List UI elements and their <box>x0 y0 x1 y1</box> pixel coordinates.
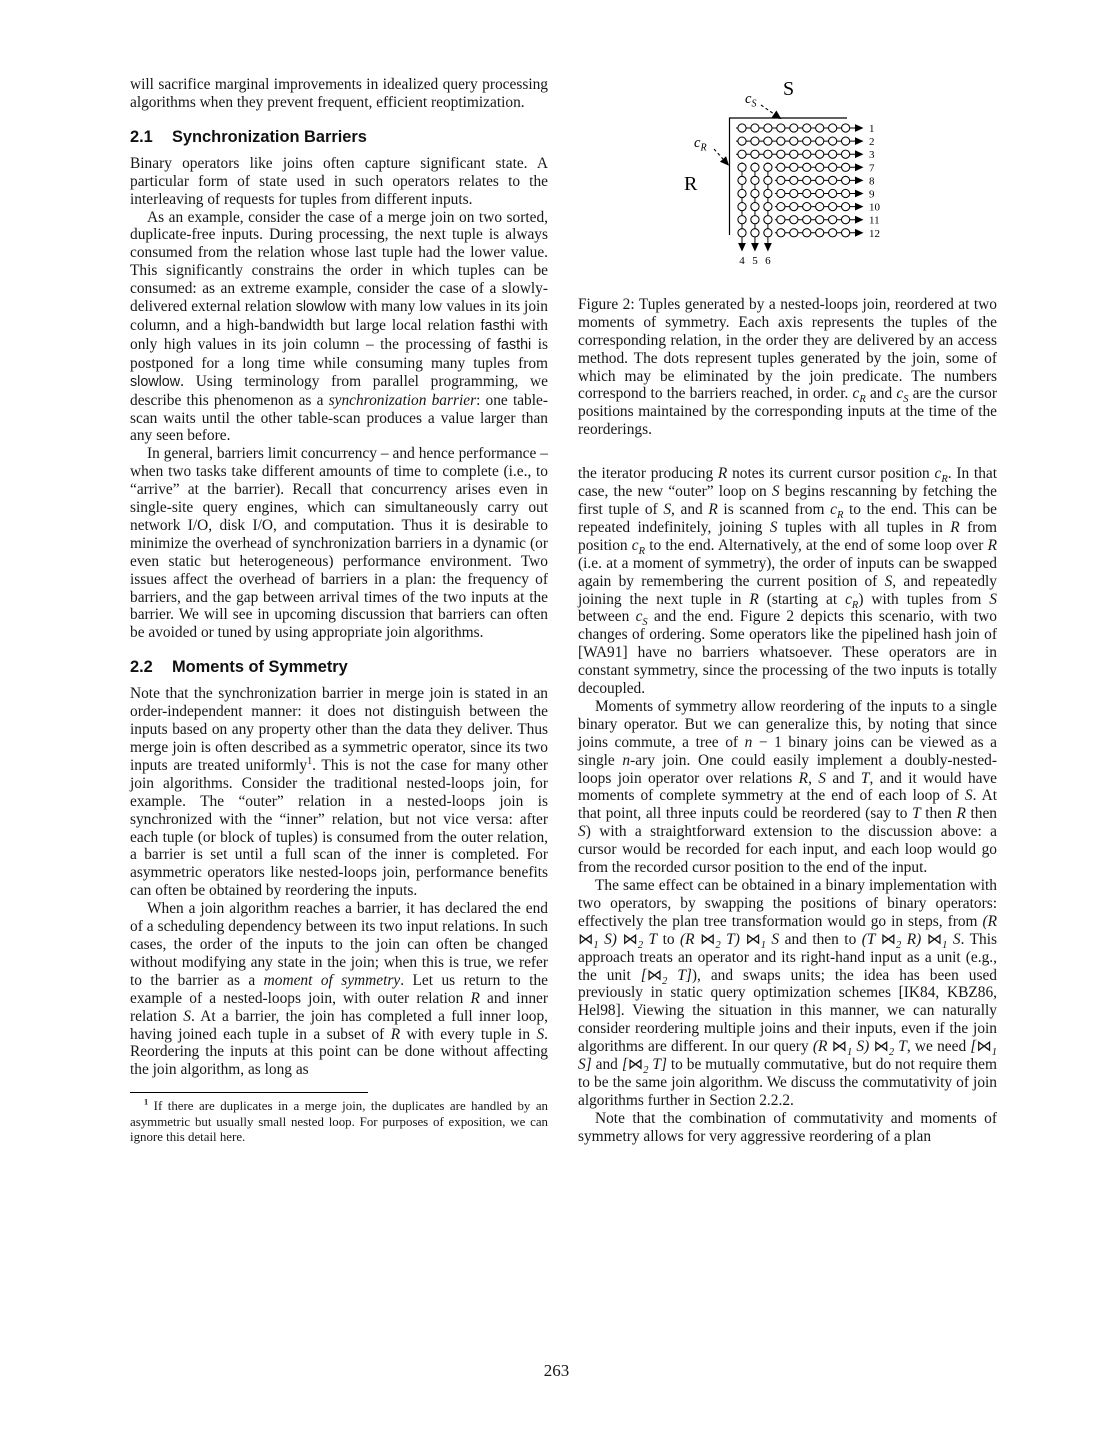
tuple-dot <box>803 229 811 237</box>
tuple-dot <box>816 137 824 145</box>
tuple-dot <box>842 176 850 184</box>
tuple-dot <box>738 189 746 197</box>
tuple-dot <box>829 216 837 224</box>
paragraph: Note that the combination of commutativity and moments of symmetry allows for very aggressive reordering of a plan <box>578 1109 997 1145</box>
page-number: 263 <box>543 1361 570 1380</box>
tuple-dot <box>764 176 772 184</box>
barrier-number: 12 <box>869 227 880 240</box>
tuple-dot <box>764 137 772 145</box>
tuple-dot <box>842 229 850 237</box>
tuple-dot <box>829 229 837 237</box>
paragraph: the iterator producing R notes its current cursor position $c_R$. In that case, the new “outer” loop on S begins rescanning by fetching the first tuple of S, and R is scanned from $c_R$ to the end. This can be repeated indefinitely, joining S tuples with all tuples in R from position $c_R$ to the end. Alternatively, at the end of some loop over R (i.e. at a moment of symmetry), the order of inputs can be swapped again by remembering the current position of S, and repeatedly joining the next tuple in R (starting at $c_R$) with tuples from S between $c_S$ and the end. Figure 2 depicts this scenario, with two changes of ordering. Some operators like the pipelined hash join of [WA91] have no barriers whatsoever. These operators are in constant symmetry, since the processing of the two inputs is totally decoupled. <box>578 465 997 698</box>
section-number: 2.2 <box>130 658 153 677</box>
tuple-dot <box>816 150 824 158</box>
paragraph: The same effect can be obtained in a binary implementation with two operators, by swapping the positions of binary operators: effectively the plan tree transformation would go in steps, from (R $⋈_1$ S) $⋈_2$ T to (R $⋈_2$ T) $⋈_1$ S and then to (T $⋈_2$ R) $⋈_1$ S. This approach treats an operator and its right-hand input as a unit (e.g., the unit [$⋈_2$ T]), and swaps units; the idea has been used previously in static query optimization schemes [IK84, KBZ86, Hel98]. Viewing the situation in this manner, we can naturally consider reordering multiple joins and their inputs, even if the join algorithms are different. In our query (R $⋈_1$ S) $⋈_2$ T, we need [$⋈_1$ S] and [$⋈_2$ T] to be mutually commutative, but do not require them to be the same join algorithm. We discuss the commutativity of join algorithms further in Section 2.2.2. <box>578 877 998 1109</box>
tuple-dot <box>777 163 785 171</box>
footnote <box>130 1092 548 1146</box>
right-arrowhead <box>855 163 864 171</box>
footnote-text: $^1$ If there are duplicates in a merge join, the duplicates are handled by an asymmetric but usually small nested loop. For purposes of exposition, we can ignore this detail here. <box>130 1097 548 1145</box>
tuple-dot <box>803 150 811 158</box>
barrier-number: 6 <box>765 255 771 267</box>
tuple-dot <box>738 137 746 145</box>
paragraph: As an example, consider the case of a merge join on two sorted, duplicate-free inputs. During processing, the next tuple is always consumed from the relation whose last tuple had the lower value. This significantly constrains the order in which tuples can be consumed: as an extreme example, consider the case of a slowly-delivered external relation slowlow with many low values in its join column, and a high-bandwidth but large local relation fasthi with only high values in its join column – the processing of fasthi is postponed for a long time while consuming many tuples from slowlow. Using terminology from parallel programming, we describe this phenomenon as a synchronization barrier: one table-scan waits until the other table-scan produces a value larger than any seen before. <box>130 208 548 445</box>
tuple-dot <box>816 176 824 184</box>
intro-paragraph: will sacrifice marginal improvements in idealized query processing algorithms when they prevent frequent, efficient reoptimization. <box>130 76 548 111</box>
tuple-dot <box>790 229 798 237</box>
barrier-number: 10 <box>869 201 880 214</box>
tuple-dot <box>738 203 746 211</box>
tuple-dot <box>764 229 772 237</box>
axis-r-label: R <box>684 173 698 195</box>
tuple-dot <box>803 189 811 197</box>
footnote-rule <box>130 1092 368 1093</box>
tuple-dot <box>751 124 759 132</box>
tuple-dot <box>816 203 824 211</box>
tuple-dot <box>803 176 811 184</box>
tuple-dot <box>829 163 837 171</box>
tuple-dot <box>777 176 785 184</box>
tuple-dot <box>790 189 798 197</box>
tuple-dot <box>738 229 746 237</box>
section-2-2-heading <box>130 658 548 676</box>
tuple-dot <box>816 229 824 237</box>
right-arrowhead <box>855 124 864 132</box>
right-arrowhead <box>855 177 864 185</box>
down-arrowhead <box>764 243 772 252</box>
tuple-dot <box>764 189 772 197</box>
cursor-r-label: $c_R$ <box>694 135 707 154</box>
tuple-dot <box>777 150 785 158</box>
left-column <box>130 76 548 1146</box>
paragraph: In general, barriers limit concurrency – and hence performance – when two tasks take different amounts of time to complete (i.e., to “arrive” at the barrier). Recall that concurrency arises even in single-site query engines, which can simultaneously carry out network I/O, disk I/O, and computation. Thus it is desirable to minimize the overhead of synchronization barriers in a dynamic (or even static but heterogeneous) performance environment. Two issues affect the overhead of barriers in a plan: the frequency of barriers, and the gap between arrival times of the two inputs at the barrier. We will see in upcoming discussion that barriers can often be avoided or tuned by using appropriate join algorithms. <box>130 445 548 642</box>
figure-2 <box>578 70 997 283</box>
barrier-number: 7 <box>869 162 875 175</box>
tuple-dot <box>816 163 824 171</box>
tuple-dot <box>751 150 759 158</box>
tuple-dot <box>842 150 850 158</box>
tuple-dot <box>829 137 837 145</box>
right-column <box>578 70 997 1146</box>
tuple-dot <box>803 203 811 211</box>
tuple-dot <box>803 163 811 171</box>
tuple-dot <box>842 124 850 132</box>
tuple-dot <box>764 124 772 132</box>
barrier-number: 5 <box>752 255 758 267</box>
tuple-dot <box>751 137 759 145</box>
down-arrowhead <box>738 243 746 252</box>
tuple-dot <box>777 229 785 237</box>
barrier-number: 11 <box>869 214 880 227</box>
right-arrowhead <box>855 203 864 211</box>
section-number: 2.1 <box>130 127 153 146</box>
tuple-dot <box>751 203 759 211</box>
tuple-dot <box>790 203 798 211</box>
tuple-dot <box>764 163 772 171</box>
tuple-dot <box>738 150 746 158</box>
tuple-dot <box>803 216 811 224</box>
tuple-dot <box>829 189 837 197</box>
tuple-dot <box>751 229 759 237</box>
figure-2-diagram <box>578 70 997 278</box>
paragraph: When a join algorithm reaches a barrier, it has declared the end of a scheduling dependency between its two input relations. In such cases, the order of the inputs to the join can often be changed without modifying any state in the join; when this is true, we refer to the barrier as a moment of symmetry. Let us return to the example of a nested-loops join, with outer relation R and inner relation S. At a barrier, the join has completed a full inner loop, having joined each tuple in a subset of R with every tuple in S. Reordering the inputs at this point can be done without affecting the join algorithm, as long as <box>130 900 549 1079</box>
tuple-dot <box>790 216 798 224</box>
tuple-dot <box>842 137 850 145</box>
right-arrowhead <box>855 150 864 158</box>
tuple-dot <box>842 163 850 171</box>
tuple-dot <box>738 163 746 171</box>
tuple-dot <box>790 163 798 171</box>
tuple-dot <box>829 124 837 132</box>
barrier-number: 2 <box>869 136 875 149</box>
paragraph: Moments of symmetry allow reordering of the inputs to a single binary operator. But we can generalize this, by noting that since joins commute, a tree of n − 1 binary joins can be viewed as a single n-ary join. One could easily implement a doubly-nested-loops join operator over relations R, S and T, and it would have moments of complete symmetry at the end of each loop of S. At that point, all three inputs could be reordered (say to T then R then S) with a straightforward extension to the discussion above: a cursor would be recorded for each input, and each loop would go from the recorded cursor position to the end of the input. <box>578 697 997 877</box>
tuple-dot <box>842 216 850 224</box>
tuple-dot <box>738 216 746 224</box>
axis-s-label: S <box>783 78 795 100</box>
tuple-dot <box>816 189 824 197</box>
right-arrowhead <box>855 190 864 198</box>
tuple-dot <box>777 137 785 145</box>
barrier-number: 9 <box>869 188 875 201</box>
right-arrowhead <box>855 137 864 145</box>
tuple-dot <box>803 137 811 145</box>
tuple-dot <box>738 124 746 132</box>
tuple-dot <box>816 216 824 224</box>
tuple-dot <box>777 124 785 132</box>
barrier-number: 3 <box>869 149 875 162</box>
tuple-dot <box>764 203 772 211</box>
figure-2-caption: Figure 2: Tuples generated by a nested-loops join, reordered at two moments of symmetry. Each axis represents the tuples of the corresponding relation, in the order they are delivered by an access method. The dots represent tuples generated by the join, some of which may be eliminated by the join predicate. The numbers correspond to the barriers reached, in order. $c_R$ and $c_S$ are the cursor positions maintained by the corresponding inputs at the time of the reorderings. <box>578 295 997 439</box>
down-arrowhead <box>751 243 759 252</box>
barrier-number: 8 <box>869 175 875 188</box>
tuple-dot <box>790 150 798 158</box>
tuple-dot <box>803 124 811 132</box>
tuple-dot <box>751 189 759 197</box>
tuple-dot <box>777 203 785 211</box>
tuple-dot <box>842 189 850 197</box>
tuple-dot <box>790 176 798 184</box>
tuple-dot <box>842 203 850 211</box>
barrier-number: 1 <box>869 123 875 135</box>
right-arrowhead <box>855 229 864 237</box>
paragraph: Note that the synchronization barrier in merge join is stated in an order-independent manner: it does not distinguish between the inputs based on any property other than the data they deliver. Thus merge join is often described as a symmetric operator, since its two inputs are treated uniformly$^1$. This is not the case for many other join algorithms. Consider the traditional nested-loops join, for example. The “outer” relation in a nested-loops join is synchronized with the “inner” relation, but not vice versa: after each tuple (or block of tuples) is consumed from the outer relation, a barrier is set until a full scan of the inner is completed. For asymmetric operators like nested-loops join, performance benefits can often be obtained by reordering the inputs. <box>130 685 548 900</box>
tuple-dot <box>790 124 798 132</box>
section-title: Synchronization Barriers <box>172 127 367 146</box>
tuple-dot <box>829 150 837 158</box>
cursor-s-label: $c_S$ <box>745 91 757 110</box>
tuple-dot <box>751 216 759 224</box>
barrier-number: 4 <box>739 255 745 267</box>
tuple-dot <box>751 176 759 184</box>
tuple-dot <box>751 163 759 171</box>
tuple-dot <box>829 203 837 211</box>
tuple-dot <box>777 216 785 224</box>
right-arrowhead <box>855 216 864 224</box>
tuple-dot <box>764 150 772 158</box>
tuple-dot <box>777 189 785 197</box>
paragraph: Binary operators like joins often capture significant state. A particular form of state used in such operators relates to the interleaving of requests for tuples from different inputs. <box>130 154 548 208</box>
tuple-dot <box>764 216 772 224</box>
tuple-dot <box>816 124 824 132</box>
section-2-1-heading <box>130 128 548 146</box>
tuple-dot <box>829 176 837 184</box>
tuple-dot <box>738 176 746 184</box>
tuple-dot <box>790 137 798 145</box>
section-title: Moments of Symmetry <box>172 658 348 677</box>
